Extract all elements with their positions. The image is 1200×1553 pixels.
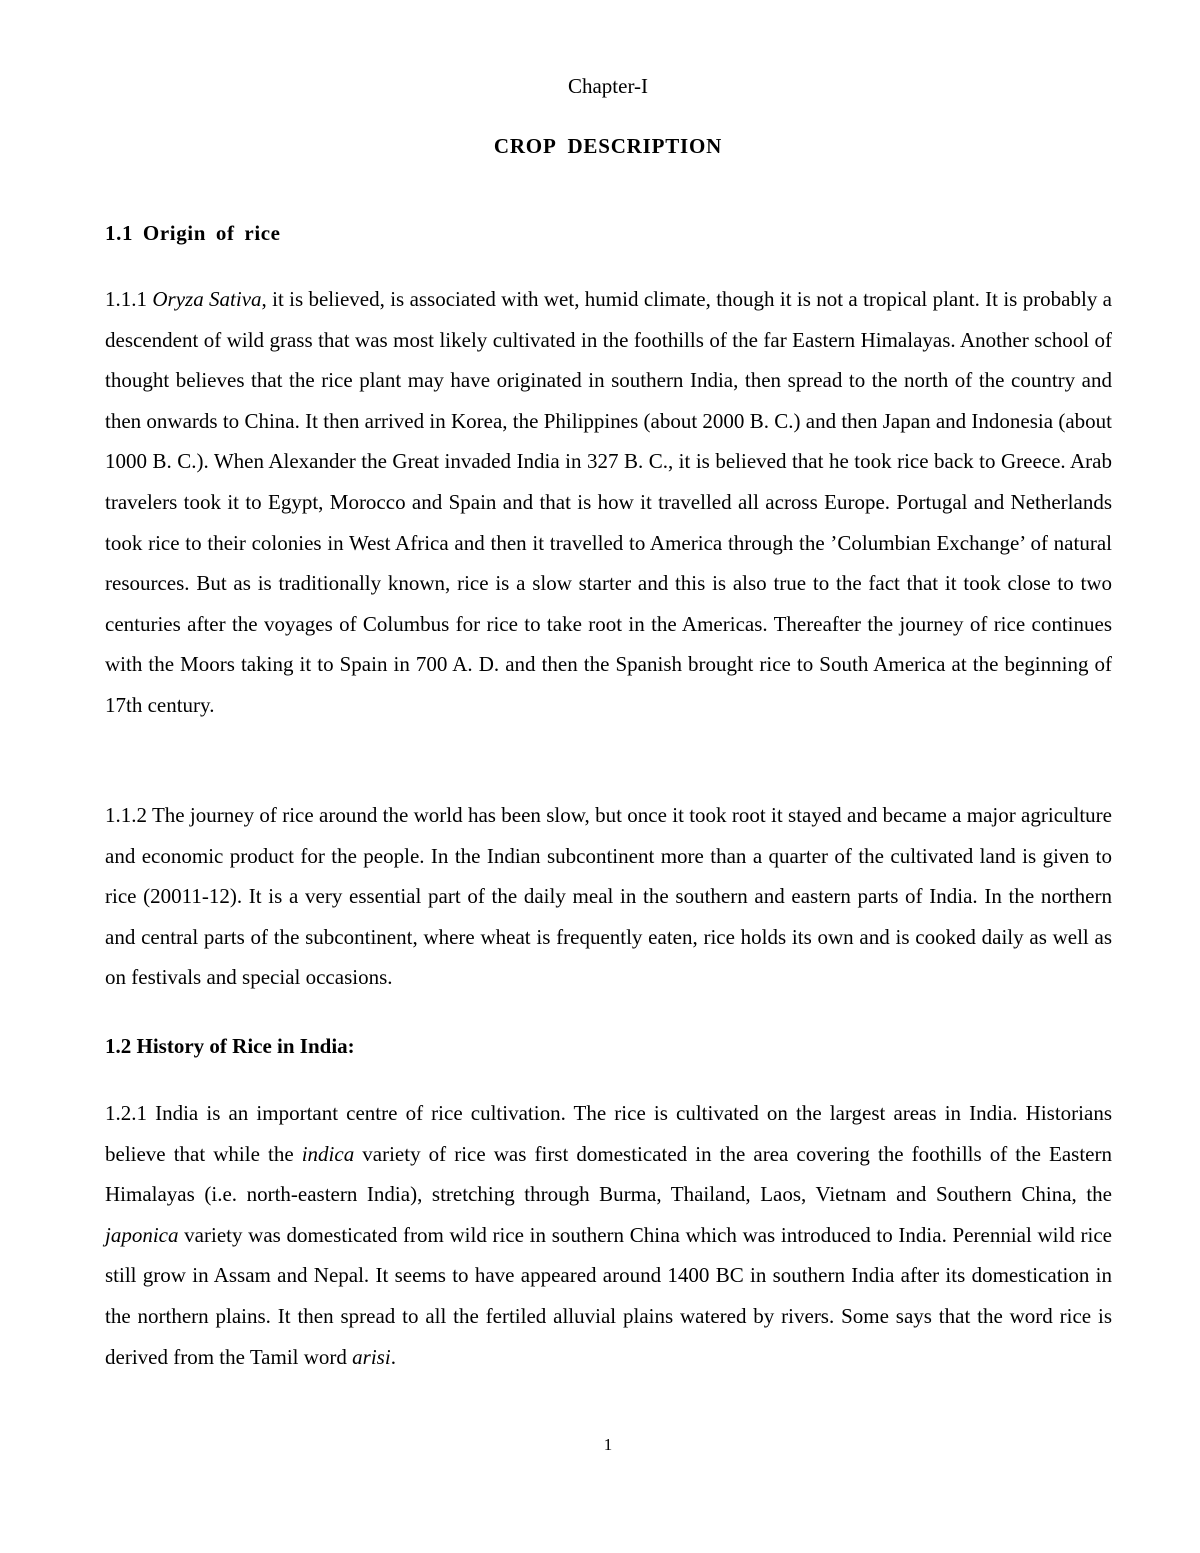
paragraph-text: variety of rice was first domesticated in the area covering the foothills of the Eastern Himalayas (i.e. north-eastern India), stretching through Burma, Thailand, Laos, Vietnam and Southern China, the <box>105 1141 1112 1207</box>
page-title: CROP DESCRIPTION <box>493 134 723 158</box>
paragraph-1-1-2: 1.1.2 The journey of rice around the world has been slow, but once it took root it stayed and became a major agriculture and economic product for the people. In the Indian subcontinent more than a quarter of the cultivated land is given to rice (20011-12). It is a very essential part of the daily meal in the southern and eastern parts of India. In the northern and central parts of the subcontinent, where wheat is frequently eaten, rice holds its own and is cooked daily as well as on festivals and special occasions. <box>105 803 1112 990</box>
species-name: Oryza Sativa <box>152 287 262 311</box>
paragraph-1-1-1 <box>105 279 1112 726</box>
term-indica: indica <box>301 1141 355 1166</box>
paragraph-text: variety was domesticated from wild rice in southern China which was introduced to India. Perennial wild rice still grow in Assam and Nepal. It seems to have appeared around 1400 BC in southern India after its domestication in the northern plains. It then spread to all the fertiled alluvial plains watered by rivers. Some says that the word rice is derived from the Tamil word <box>105 1222 1112 1369</box>
page-number: 1 <box>603 1435 613 1454</box>
chapter-label: Chapter-I <box>567 74 649 98</box>
paragraph-text: . <box>390 1344 396 1369</box>
term-japonica: japonica <box>105 1222 179 1247</box>
paragraph-text: 1.2.1 India is an important centre of rice cultivation. The rice is cultivated on the largest areas in India. Historians believe that while the <box>105 1101 1112 1166</box>
section-heading-1-1: 1.1 Origin of rice <box>105 221 281 245</box>
paragraph-1-2-1 <box>105 1093 1112 1377</box>
paragraph-text: , it is believed, is associated with wet, humid climate, though it is not a tropical plant. It is probably a descendent of wild grass that was most likely cultivated in the foothills of the far Eastern Himalayas. Another school of thought believes that the rice plant may have originated in southern India, then spread to the north of the country and then onwards to China. It then arrived in Korea, the Philippines (about 2000 B. C.) and then Japan and Indonesia (about 1000 B. C.). When Alexander the Great invaded India in 327 B. C., it is believed that he took rice back to Greece. Arab travelers took it to Egypt, Morocco and Spain and that is how it travelled all across Europe. Portugal and Netherlands took rice to their colonies in West Africa and then it travelled to America through the ’Columbian Exchange’ of natural resources. But as is traditionally known, rice is a slow starter and this is also true to the fact that it took close to two centuries after the voyages of Columbus for rice to take root in the Americas. Thereafter the journey of rice continues with the Moors taking it to Spain in 700 A. D. and then the Spanish brought rice to South America at the beginning of 17th century. <box>105 287 1113 717</box>
paragraph-number: 1.1.1 <box>105 287 153 311</box>
term-arisi: arisi <box>352 1344 391 1369</box>
section-heading-1-2: 1.2 History of Rice in India: <box>105 1034 355 1058</box>
